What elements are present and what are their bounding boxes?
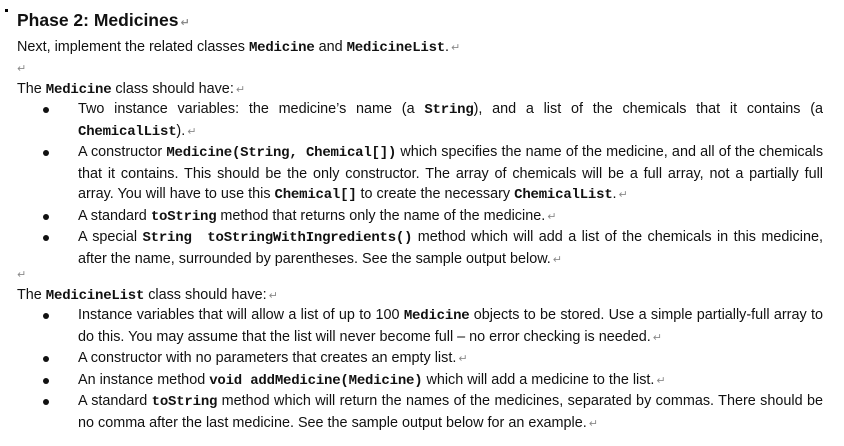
paragraph-mark-icon: ↵ bbox=[656, 373, 666, 387]
bullet-icon bbox=[43, 399, 49, 405]
code-medicinelist: MedicineList bbox=[346, 40, 446, 56]
paragraph-mark-icon: ↵ bbox=[187, 124, 197, 138]
list-item: Instance variables that will allow a list of up to 100 Medicine objects to be stored. Use a simple partially-full array to do this. You may assume that the list will never become full – no error checking is needed. ↵ bbox=[17, 305, 823, 348]
bullet-icon bbox=[43, 356, 49, 362]
paragraph-mark-icon: ↵ bbox=[17, 62, 27, 75]
code-medicine: Medicine bbox=[45, 82, 112, 98]
medicinelist-class-intro: The MedicineList class should have: ↵ bbox=[17, 287, 278, 304]
code-medicinelist: MedicineList bbox=[45, 288, 145, 304]
paragraph-mark-icon: ↵ bbox=[547, 209, 557, 223]
code-medicine: Medicine bbox=[248, 40, 315, 56]
paragraph-mark-icon: ↵ bbox=[180, 16, 190, 29]
bullet-icon bbox=[43, 313, 49, 319]
bullet-icon bbox=[43, 378, 49, 384]
list-item: A constructor with no parameters that creates an empty list. ↵ bbox=[17, 348, 823, 370]
paragraph-mark-icon: ↵ bbox=[268, 289, 278, 302]
empty-paragraph bbox=[17, 58, 26, 80]
corner-mark bbox=[5, 9, 8, 12]
section-heading bbox=[17, 9, 190, 34]
list-item: A constructor Medicine(String, Chemical[]) which specifies the name of the medicine, and all of the chemicals that it contains. This should be the only constructor. The array of chemicals will be a full array, not a partially full array. You will have to use this Chemical[] to create the necessary ChemicalList. ↵ bbox=[17, 142, 823, 206]
list-item: A special String toStringWithIngredients() method which will add a list of the chemicals in this medicine, after the name, surrounded by parentheses. See the sample output below. ↵ bbox=[17, 227, 823, 270]
paragraph-mark-icon: ↵ bbox=[618, 188, 628, 201]
paragraph-mark-icon: ↵ bbox=[552, 252, 563, 266]
paragraph-mark-icon: ↵ bbox=[17, 268, 27, 281]
bullet-icon bbox=[43, 235, 49, 241]
paragraph-mark-icon: ↵ bbox=[652, 330, 662, 344]
list-item: A standard toString method that returns only the name of the medicine. ↵ bbox=[17, 206, 823, 228]
bullet-icon bbox=[43, 214, 49, 220]
paragraph-mark-icon: ↵ bbox=[458, 352, 468, 365]
medicinelist-requirements-list bbox=[17, 305, 823, 434]
list-item: An instance method void addMedicine(Medicine) which will add a medicine to the list. ↵ bbox=[17, 370, 823, 392]
list-item: A standard toString method which will return the names of the medicines, separated by commas. There should be no comma after the last medicine. See the sample output below for an example. ↵ bbox=[17, 391, 823, 434]
bullet-icon bbox=[43, 150, 49, 156]
bullet-icon bbox=[43, 107, 49, 113]
paragraph-mark-icon: ↵ bbox=[235, 83, 246, 96]
heading-text: Phase 2: Medicines bbox=[17, 10, 179, 30]
paragraph-mark-icon: ↵ bbox=[451, 41, 461, 54]
medicine-requirements-list bbox=[17, 99, 823, 270]
list-item: Two instance variables: the medicine’s name (a String), and a list of the chemicals that it contains (a ChemicalList). ↵ bbox=[17, 99, 823, 142]
medicine-class-intro: The Medicine class should have: ↵ bbox=[17, 81, 246, 98]
intro-paragraph: Next, implement the related classes Medicine and MedicineList. ↵ bbox=[17, 39, 461, 56]
paragraph-mark-icon: ↵ bbox=[588, 416, 598, 430]
empty-paragraph bbox=[17, 264, 26, 286]
